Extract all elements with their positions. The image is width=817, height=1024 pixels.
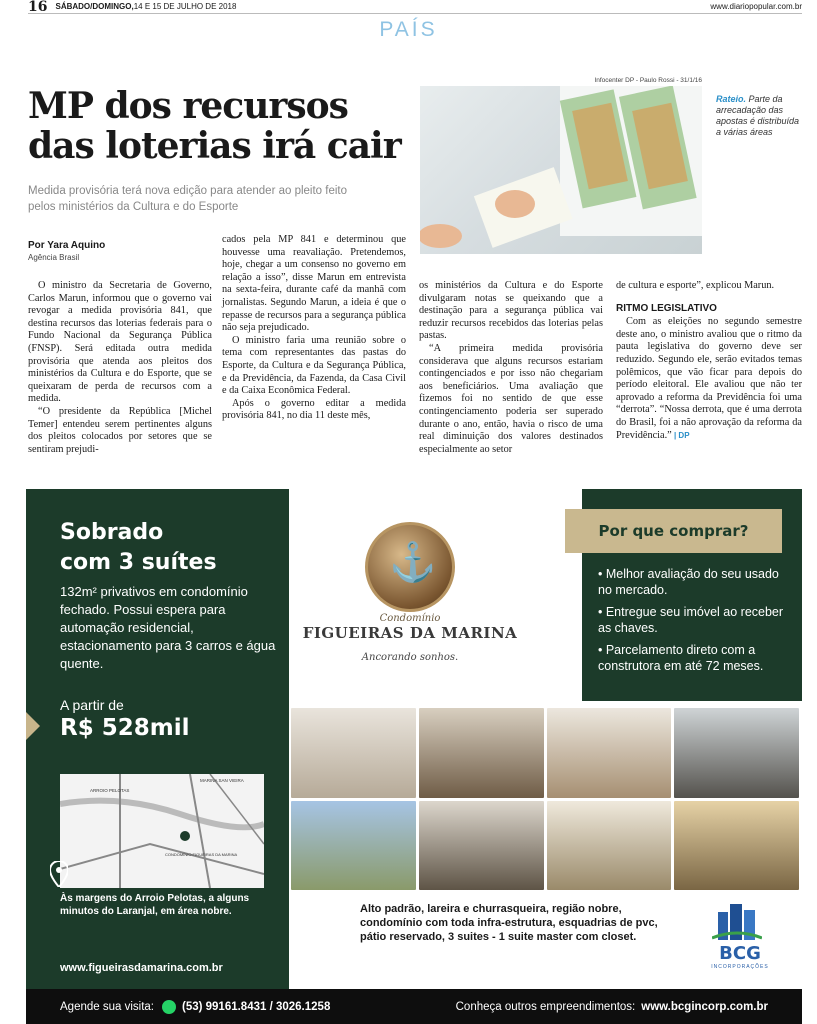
property-photo <box>291 801 416 891</box>
benefit-item: • Entregue seu imóvel ao receber as chaves. <box>598 605 784 635</box>
article-column-4: de cultura e esporte”, explicou Marun. RITMO LEGISLATIVO Com as eleições no segundo semestre deste ano, o ministro avaliou que o ritmo da pauta legislativa do governo deve ser reduzido. Segundo ele, serão evitados temas polêmicos, que vão ficar para depois do período eleitoral. Ele avaliou que não ter aprovado a reforma da Previdência foi uma “derrota”. “Nossa derrota, que é uma derrota do Brasil, foi a não aprovação da reforma da Previdência.” | DP <box>616 280 802 441</box>
map-label-river: ARROIO PELOTAS <box>90 788 130 793</box>
article-column-1: O ministro da Secretaria de Governo, Carlos Marun, informou que o governo vai revogar a medida provisória 841, que destina recursos das loterias federais para o Fundo Nacional da Segurança Pública (FNSP). Será editada outra medida provisória que atenda aos pleitos dos ministérios da Cultura e do Esporte, que se queixaram de perda de recursos com a medida. “O presidente da República [Michel Temer] entendeu serem pertinentes alguns dos pleitos colocados por setores que se sentiram prejudi- <box>28 280 212 455</box>
headline: MP dos recursos das loterias irá cair <box>28 85 401 167</box>
property-photo <box>674 801 799 891</box>
map-label-marina: MARINA SAN VIEIRA <box>200 778 244 783</box>
location-description: Às margens do Arroio Pelotas, a alguns minutos do Laranjal, em área nobre. <box>60 893 250 917</box>
bcg-website[interactable]: www.bcgincorp.com.br <box>641 1000 768 1013</box>
page-header <box>28 0 802 14</box>
section-title: PAÍS <box>379 18 438 41</box>
property-photo <box>674 708 799 798</box>
bcg-tagline: INCORPORAÇÕES <box>711 964 769 970</box>
photo-credit: Infocenter DP - Paulo Rossi - 31/1/16 <box>594 77 702 84</box>
news-agency: Agência Brasil <box>28 253 80 262</box>
issue-date-day: SÁBADO/DOMINGO, <box>55 2 134 11</box>
photo-caption: Rateio. Parte da arrecadação das apostas é distribuída a várias áreas <box>716 94 800 137</box>
page-number: 16 <box>28 0 48 15</box>
condo-name: FIGUEIRAS DA MARINA <box>302 624 518 642</box>
map-label-condo: CONDOMÍNIO FIGUEIRAS DA MARINA <box>165 852 238 857</box>
property-photo-grid <box>289 706 801 892</box>
visit-label: Agende sua visita: <box>60 1000 154 1013</box>
benefit-item: • Melhor avaliação do seu usado no mercado. <box>598 567 779 597</box>
site-url[interactable]: www.diariopopular.com.br <box>710 2 802 11</box>
article-column-2: cados pela MP 841 e determinou que houvesse uma reavaliação. Pretendemos, hoje, chegar a um consenso no governo em relação a isso”, disse Marun em entrevista na sexta-feira, durante café da manhã com jornalistas. Segundo Marun, a ideia é que o repasse de recursos para a segurança pública não seja prejudicado. O ministro faria uma reunião sobre o tema com representantes das pastas do Esporte, da Cultura e da Segurança Pública, e da Previdência, da Fazenda, da Casa Civil e da Caixa Econômica Federal. Após o governo editar a medida provisória 841, no dia 11 deste mês, <box>222 234 406 422</box>
price-prefix: A partir de <box>60 697 124 713</box>
location-pin-icon <box>50 861 68 893</box>
other-projects-label: Conheça outros empreendimentos: <box>455 1000 636 1013</box>
ad-website[interactable]: www.figueirasdamarina.com.br <box>60 962 223 974</box>
benefits-list <box>598 566 788 680</box>
byline: Por Yara Aquino <box>28 240 106 251</box>
lottery-photo <box>420 86 702 254</box>
bcg-building-icon <box>712 902 762 942</box>
ad-footer <box>26 989 802 1024</box>
signoff: | DP <box>671 430 690 440</box>
ad-description: 132m² privativos em condomínio fechado. Possui espera para automação residencial, estacionamento para 3 carros e água quente. <box>60 584 276 671</box>
price: R$ 528mil <box>60 715 190 741</box>
condo-slogan: Ancorando sonhos. <box>361 652 459 663</box>
ad-title: Sobrado com 3 suítes <box>60 520 217 575</box>
arrow-icon <box>26 712 40 740</box>
logo-top-text: Condomínio <box>379 613 441 624</box>
property-photo <box>419 801 544 891</box>
article-column-3: os ministérios da Cultura e do Esporte divulgaram notas se queixando que a destinação para a segurança pública vai reduzir recursos recebidos das loterias pelas pastas. “A primeira medida provisória considerava que alguns recursos estariam contingenciados e por isso não chegariam aos beneficiários. Uma avaliação que fizemos foi no sentido de que esse contingenciamento poderia ser superado durante o ano, então, havia o risco de uma real diminuição dos valores destinados especialmente ao setor <box>419 280 603 455</box>
property-features: Alto padrão, lareira e churrasqueira, região nobre, condomínio com toda infra-estrutura, esquadrias de pvc, pátio reservado, 3 suites - 1 suite master com closet. <box>360 903 658 943</box>
whatsapp-icon <box>162 1000 176 1014</box>
property-photo <box>547 708 672 798</box>
property-photo <box>291 708 416 798</box>
subheading: RITMO LEGISLATIVO <box>616 302 717 314</box>
phone-number[interactable]: (53) 99161.8431 / 3026.1258 <box>181 1000 331 1013</box>
why-buy-banner: Por que comprar? <box>565 509 782 553</box>
property-photo <box>419 708 544 798</box>
issue-date: 14 E 15 DE JULHO DE 2018 <box>133 2 237 11</box>
benefit-item: • Parcelamento direto com a construtora em até 72 meses. <box>598 643 764 673</box>
subtitle: Medida provisória terá nova edição para atender ao pleito feito pelos ministérios da Cultura e do Esporte <box>28 185 348 213</box>
property-photo <box>547 801 672 891</box>
location-map <box>60 774 264 888</box>
anchor-icon: ⚓ <box>389 540 437 584</box>
bcg-logo: BCG <box>719 943 761 964</box>
